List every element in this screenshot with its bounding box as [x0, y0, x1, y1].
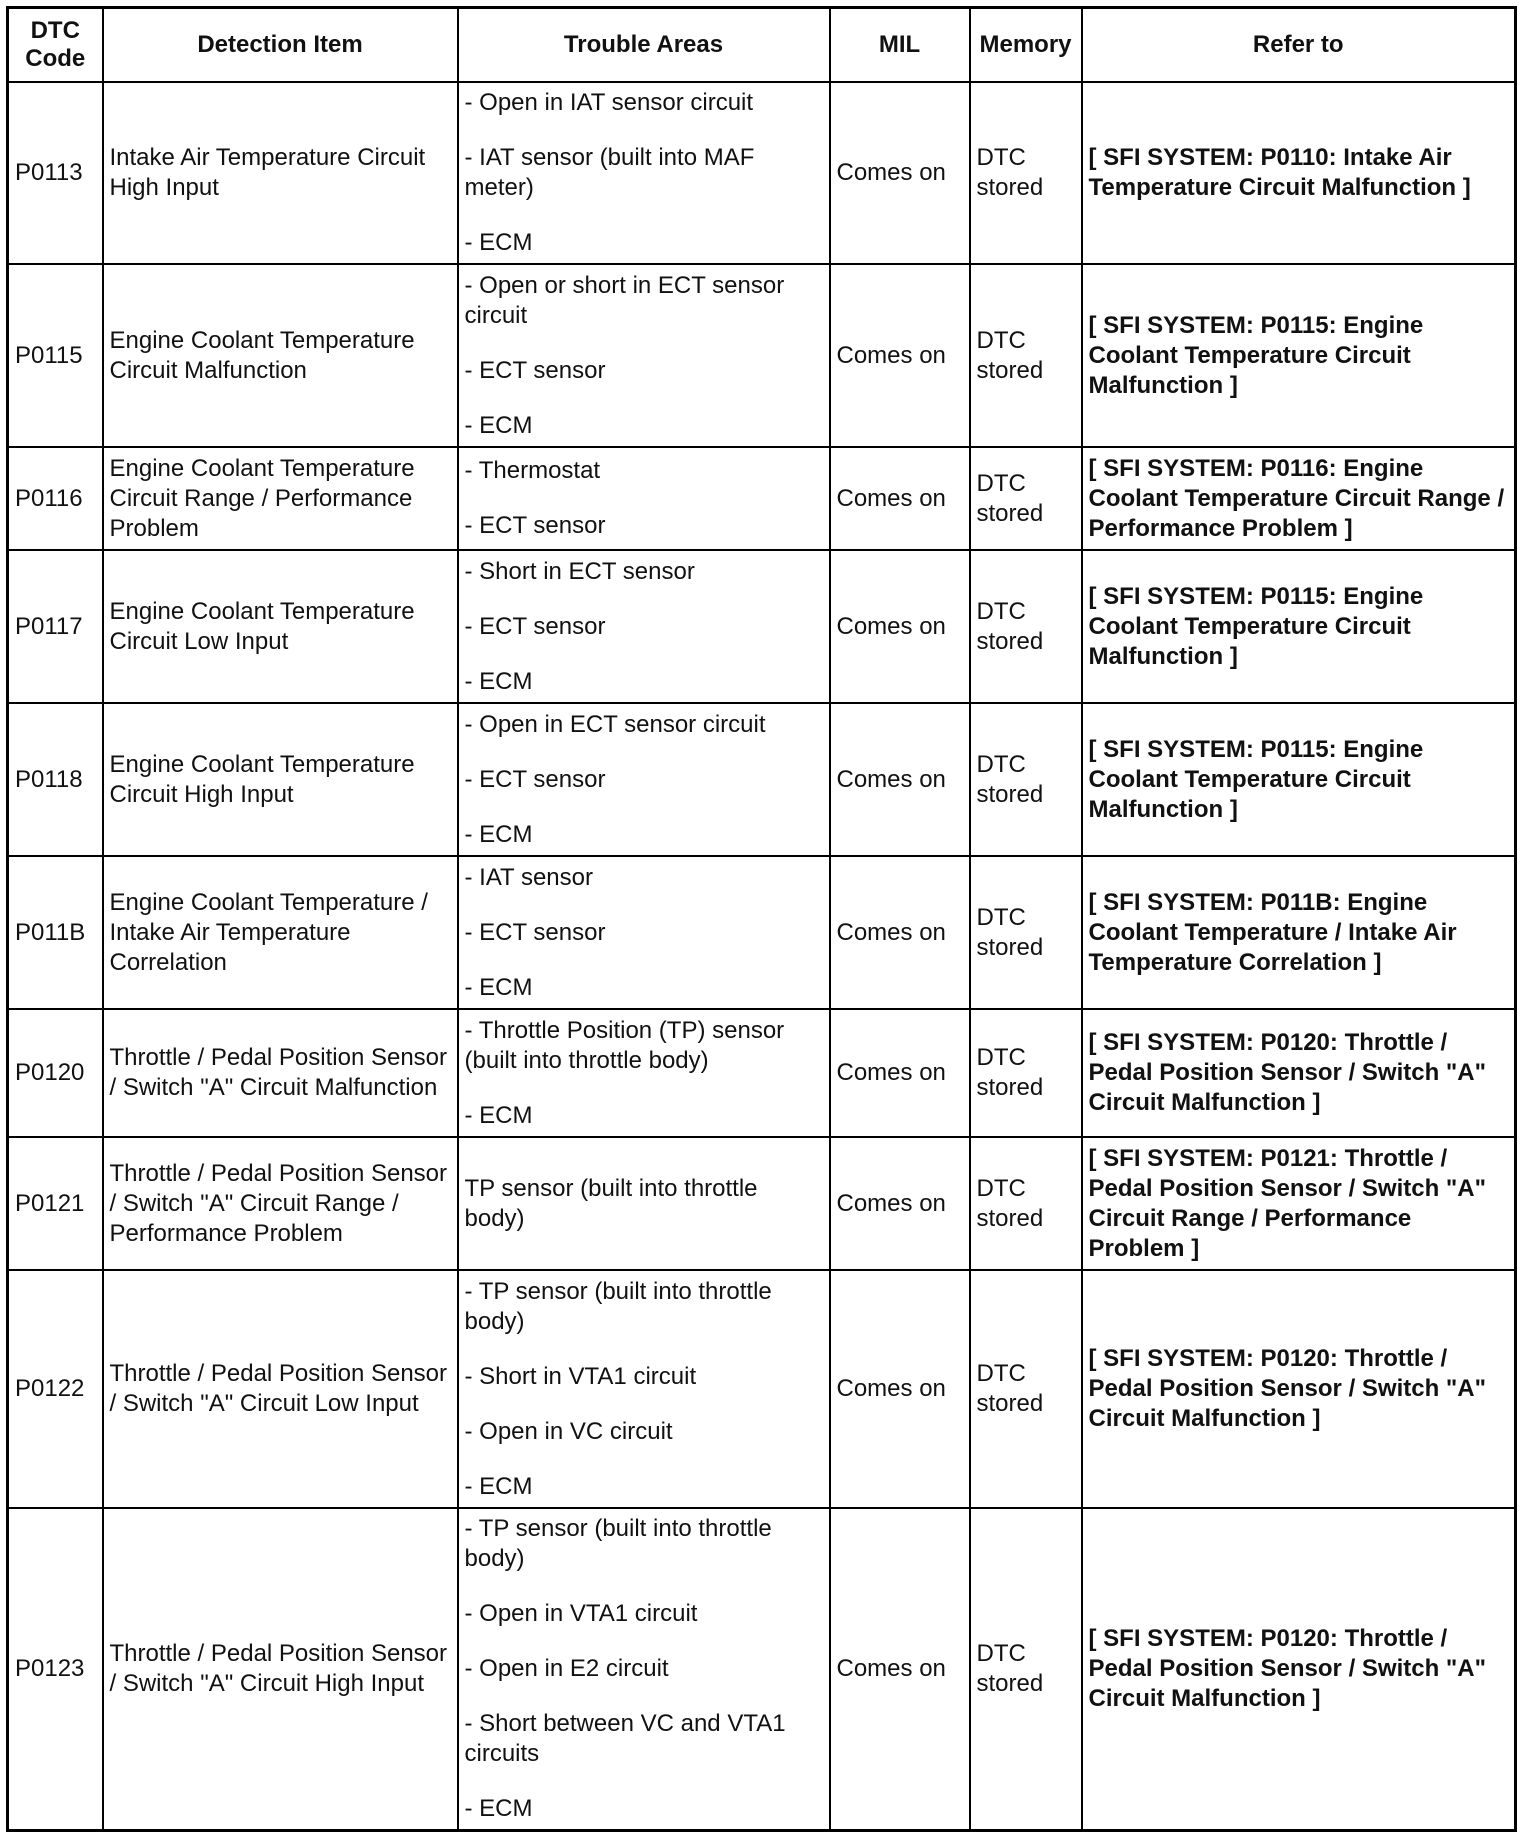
memory-status: DTC stored: [970, 264, 1082, 447]
trouble-area-item: - ECM: [464, 1472, 533, 1500]
trouble-areas: [458, 82, 830, 264]
detection-item: Intake Air Temperature Circuit High Input: [103, 82, 458, 264]
refer-link[interactable]: [ SFI SYSTEM: P0121: Throttle / Pedal Position Sensor / Switch "A" Circuit Range / Performance Problem ]: [1082, 1137, 1516, 1270]
refer-link[interactable]: [ SFI SYSTEM: P0115: Engine Coolant Temperature Circuit Malfunction ]: [1082, 703, 1516, 856]
table-row: [8, 1137, 1516, 1270]
trouble-area-item: - ECM: [464, 667, 533, 695]
memory-status: DTC stored: [970, 550, 1082, 703]
dtc-code: P011B: [8, 856, 103, 1009]
trouble-area-item: - TP sensor (built into throttle body): [464, 1514, 772, 1572]
trouble-area-item: - Open in E2 circuit: [464, 1654, 669, 1682]
trouble-area-item: - Open in VTA1 circuit: [464, 1599, 698, 1627]
trouble-area-item: - ECT sensor: [464, 765, 606, 793]
mil-status: Comes on: [830, 447, 970, 550]
header-refer-to: Refer to: [1082, 8, 1516, 83]
memory-status: DTC stored: [970, 447, 1082, 550]
header-trouble-areas: Trouble Areas: [458, 8, 830, 83]
detection-item: Throttle / Pedal Position Sensor / Switch "A" Circuit Range / Performance Problem: [103, 1137, 458, 1270]
memory-status: DTC stored: [970, 82, 1082, 264]
trouble-areas: [458, 856, 830, 1009]
trouble-area-item: - Open in VC circuit: [464, 1417, 673, 1445]
mil-status: Comes on: [830, 1508, 970, 1830]
trouble-areas: [458, 550, 830, 703]
trouble-areas: [458, 1137, 830, 1270]
table-row: [8, 703, 1516, 856]
refer-link[interactable]: [ SFI SYSTEM: P0120: Throttle / Pedal Position Sensor / Switch "A" Circuit Malfunction ]: [1082, 1270, 1516, 1508]
table-row: [8, 856, 1516, 1009]
mil-status: Comes on: [830, 264, 970, 447]
dtc-code: P0121: [8, 1137, 103, 1270]
dtc-code: P0113: [8, 82, 103, 264]
dtc-code: P0116: [8, 447, 103, 550]
table-row: [8, 264, 1516, 447]
table-row: [8, 1508, 1516, 1830]
mil-status: Comes on: [830, 550, 970, 703]
refer-link[interactable]: [ SFI SYSTEM: P0116: Engine Coolant Temperature Circuit Range / Performance Problem ]: [1082, 447, 1516, 550]
dtc-table: [6, 6, 1517, 1832]
memory-status: DTC stored: [970, 1508, 1082, 1830]
trouble-area-item: - ECT sensor: [464, 612, 606, 640]
trouble-area-item: - ECM: [464, 820, 533, 848]
dtc-code: P0123: [8, 1508, 103, 1830]
trouble-area-item: - ECM: [464, 1101, 533, 1129]
trouble-area-item: - Short in ECT sensor: [464, 557, 695, 585]
trouble-area-item: TP sensor (built into throttle body): [464, 1174, 758, 1232]
dtc-code: P0122: [8, 1270, 103, 1508]
refer-link[interactable]: [ SFI SYSTEM: P011B: Engine Coolant Temperature / Intake Air Temperature Correlation ]: [1082, 856, 1516, 1009]
detection-item: Engine Coolant Temperature / Intake Air Temperature Correlation: [103, 856, 458, 1009]
table-body: [8, 82, 1516, 1830]
table-row: [8, 1009, 1516, 1137]
trouble-area-item: - ECM: [464, 229, 533, 256]
table-row: [8, 1270, 1516, 1508]
header-row: [8, 8, 1516, 83]
dtc-code: P0120: [8, 1009, 103, 1137]
header-dtc-code: DTC Code: [8, 8, 103, 83]
table-row: [8, 82, 1516, 264]
memory-status: DTC stored: [970, 856, 1082, 1009]
header-detection-item: Detection Item: [103, 8, 458, 83]
mil-status: Comes on: [830, 1270, 970, 1508]
trouble-area-item: - Open or short in ECT sensor circuit: [464, 271, 785, 329]
header-mil: MIL: [830, 8, 970, 83]
memory-status: DTC stored: [970, 703, 1082, 856]
mil-status: Comes on: [830, 703, 970, 856]
trouble-area-item: - IAT sensor: [464, 863, 593, 891]
trouble-area-item: - Short in VTA1 circuit: [464, 1362, 697, 1390]
detection-item: Engine Coolant Temperature Circuit Low Input: [103, 550, 458, 703]
trouble-area-item: - TP sensor (built into throttle body): [464, 1277, 772, 1335]
memory-status: DTC stored: [970, 1137, 1082, 1270]
trouble-areas: [458, 1009, 830, 1137]
refer-link[interactable]: [ SFI SYSTEM: P0120: Throttle / Pedal Position Sensor / Switch "A" Circuit Malfunction ]: [1082, 1009, 1516, 1137]
trouble-area-item: - Open in ECT sensor circuit: [464, 710, 766, 738]
trouble-area-item: - Open in IAT sensor circuit: [464, 89, 754, 116]
detection-item: Throttle / Pedal Position Sensor / Switch "A" Circuit Malfunction: [103, 1009, 458, 1137]
trouble-area-item: - ECM: [464, 973, 533, 1001]
trouble-area-item: - ECM: [464, 411, 533, 439]
detection-item: Engine Coolant Temperature Circuit High Input: [103, 703, 458, 856]
header-memory: Memory: [970, 8, 1082, 83]
trouble-areas: [458, 1270, 830, 1508]
trouble-area-item: - Throttle Position (TP) sensor (built into throttle body): [464, 1016, 785, 1074]
trouble-area-item: - ECT sensor: [464, 512, 606, 539]
detection-item: Throttle / Pedal Position Sensor / Switch "A" Circuit Low Input: [103, 1270, 458, 1508]
detection-item: Throttle / Pedal Position Sensor / Switch "A" Circuit High Input: [103, 1508, 458, 1830]
trouble-area-item: - IAT sensor (built into MAF meter): [464, 144, 755, 201]
dtc-code: P0115: [8, 264, 103, 447]
refer-link[interactable]: [ SFI SYSTEM: P0115: Engine Coolant Temperature Circuit Malfunction ]: [1082, 550, 1516, 703]
detection-item: Engine Coolant Temperature Circuit Malfunction: [103, 264, 458, 447]
mil-status: Comes on: [830, 82, 970, 264]
table-row: [8, 447, 1516, 550]
trouble-area-item: - Short between VC and VTA1 circuits: [464, 1709, 786, 1767]
trouble-area-item: - ECM: [464, 1794, 533, 1822]
trouble-areas: [458, 264, 830, 447]
mil-status: Comes on: [830, 856, 970, 1009]
mil-status: Comes on: [830, 1009, 970, 1137]
trouble-area-item: - ECT sensor: [464, 356, 606, 384]
refer-link[interactable]: [ SFI SYSTEM: P0120: Throttle / Pedal Position Sensor / Switch "A" Circuit Malfunction ]: [1082, 1508, 1516, 1830]
dtc-code: P0117: [8, 550, 103, 703]
memory-status: DTC stored: [970, 1009, 1082, 1137]
refer-link[interactable]: [ SFI SYSTEM: P0115: Engine Coolant Temperature Circuit Malfunction ]: [1082, 264, 1516, 447]
trouble-area-item: - ECT sensor: [464, 918, 606, 946]
table-row: [8, 550, 1516, 703]
trouble-area-item: - Thermostat: [464, 457, 601, 484]
memory-status: DTC stored: [970, 1270, 1082, 1508]
trouble-areas: [458, 447, 830, 550]
trouble-areas: [458, 1508, 830, 1830]
dtc-code: P0118: [8, 703, 103, 856]
refer-link[interactable]: [ SFI SYSTEM: P0110: Intake Air Temperature Circuit Malfunction ]: [1082, 82, 1516, 264]
table-header: [8, 8, 1516, 83]
mil-status: Comes on: [830, 1137, 970, 1270]
detection-item: Engine Coolant Temperature Circuit Range / Performance Problem: [103, 447, 458, 550]
trouble-areas: [458, 703, 830, 856]
